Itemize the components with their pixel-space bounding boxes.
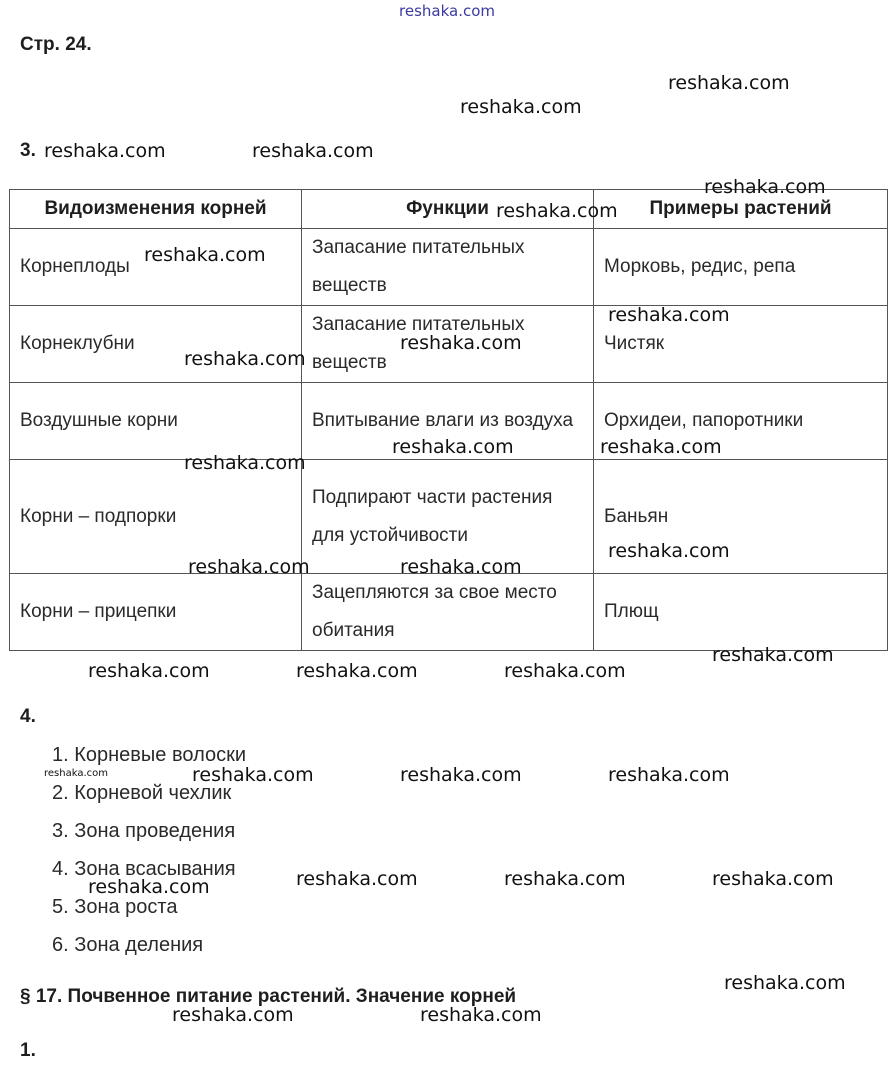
watermark: reshaka.com (608, 304, 730, 326)
cell-example: Плющ (594, 574, 888, 651)
watermark: reshaka.com (608, 540, 730, 562)
watermark: reshaka.com (184, 452, 306, 474)
watermark: reshaka.com (296, 868, 418, 890)
watermark: reshaka.com (400, 556, 522, 578)
cell-function: Запасание питательных веществ (302, 229, 594, 306)
watermark: reshaka.com (392, 436, 514, 458)
table-row (10, 574, 888, 651)
cell-example: Морковь, редис, репа (594, 229, 888, 306)
page-label: Стр. 24. (20, 34, 92, 55)
cell-modification: Корнеклубни (10, 306, 302, 383)
header-examples: Примеры растений (594, 190, 888, 229)
watermark: reshaka.com (192, 764, 314, 786)
watermark: reshaka.com (400, 764, 522, 786)
list-item: 4. Зона всасывания (52, 858, 236, 880)
task1-number: 1. (20, 1040, 36, 1061)
list-item: 3. Зона проведения (52, 820, 236, 842)
list-item: 1. Корневые волоски (52, 744, 247, 766)
cell-example: Орхидеи, папоротники (594, 383, 888, 460)
watermark: reshaka.com (460, 96, 582, 118)
watermark-small: reshaka.com (44, 768, 108, 779)
cell-modification: Корни – прицепки (10, 574, 302, 651)
watermark: reshaka.com (44, 140, 166, 162)
watermark: reshaka.com (504, 868, 626, 890)
watermark: reshaka.com (400, 332, 522, 354)
cell-function: Зацепляются за свое место обитания (302, 574, 594, 651)
watermark: reshaka.com (188, 556, 310, 578)
watermark: reshaka.com (504, 660, 626, 682)
cell-function: Впитывание влаги из воздуха (302, 383, 594, 460)
watermark: reshaka.com (420, 1004, 542, 1026)
root-modifications-table (9, 189, 888, 651)
watermark: reshaka.com (184, 348, 306, 370)
watermark: reshaka.com (88, 660, 210, 682)
list-item: 5. Зона роста (52, 896, 178, 918)
watermark: reshaka.com (600, 436, 722, 458)
cell-example: Чистяк (594, 306, 888, 383)
cell-modification: Корнеплоды (10, 229, 302, 306)
watermark: reshaka.com (712, 644, 834, 666)
watermark: reshaka.com (608, 764, 730, 786)
task3-number: 3. (20, 140, 36, 161)
watermark: reshaka.com (144, 244, 266, 266)
cell-function: Подпирают части растения для устойчивости (302, 460, 594, 574)
watermark: reshaka.com (296, 660, 418, 682)
watermark: reshaka.com (712, 868, 834, 890)
table-row (10, 229, 888, 306)
list-item: 6. Зона деления (52, 934, 204, 956)
watermark: reshaka.com (496, 200, 618, 222)
watermark: reshaka.com (668, 72, 790, 94)
watermark: reshaka.com (252, 140, 374, 162)
watermark: reshaka.com (172, 1004, 294, 1026)
cell-example: Баньян (594, 460, 888, 574)
cell-modification: Корни – подпорки (10, 460, 302, 574)
list-item: 2. Корневой чехлик (52, 782, 232, 804)
top-watermark[interactable]: reshaka.com (399, 2, 495, 20)
header-functions: Функции (302, 190, 594, 229)
watermark: reshaka.com (88, 876, 210, 898)
task4-number: 4. (20, 706, 36, 727)
watermark: reshaka.com (724, 972, 846, 994)
watermark: reshaka.com (704, 176, 826, 198)
header-modifications: Видоизменения корней (10, 190, 302, 229)
cell-function: Запасание питательных веществ (302, 306, 594, 383)
section-title: § 17. Почвенное питание растений. Значение корней (20, 986, 517, 1007)
cell-modification: Воздушные корни (10, 383, 302, 460)
